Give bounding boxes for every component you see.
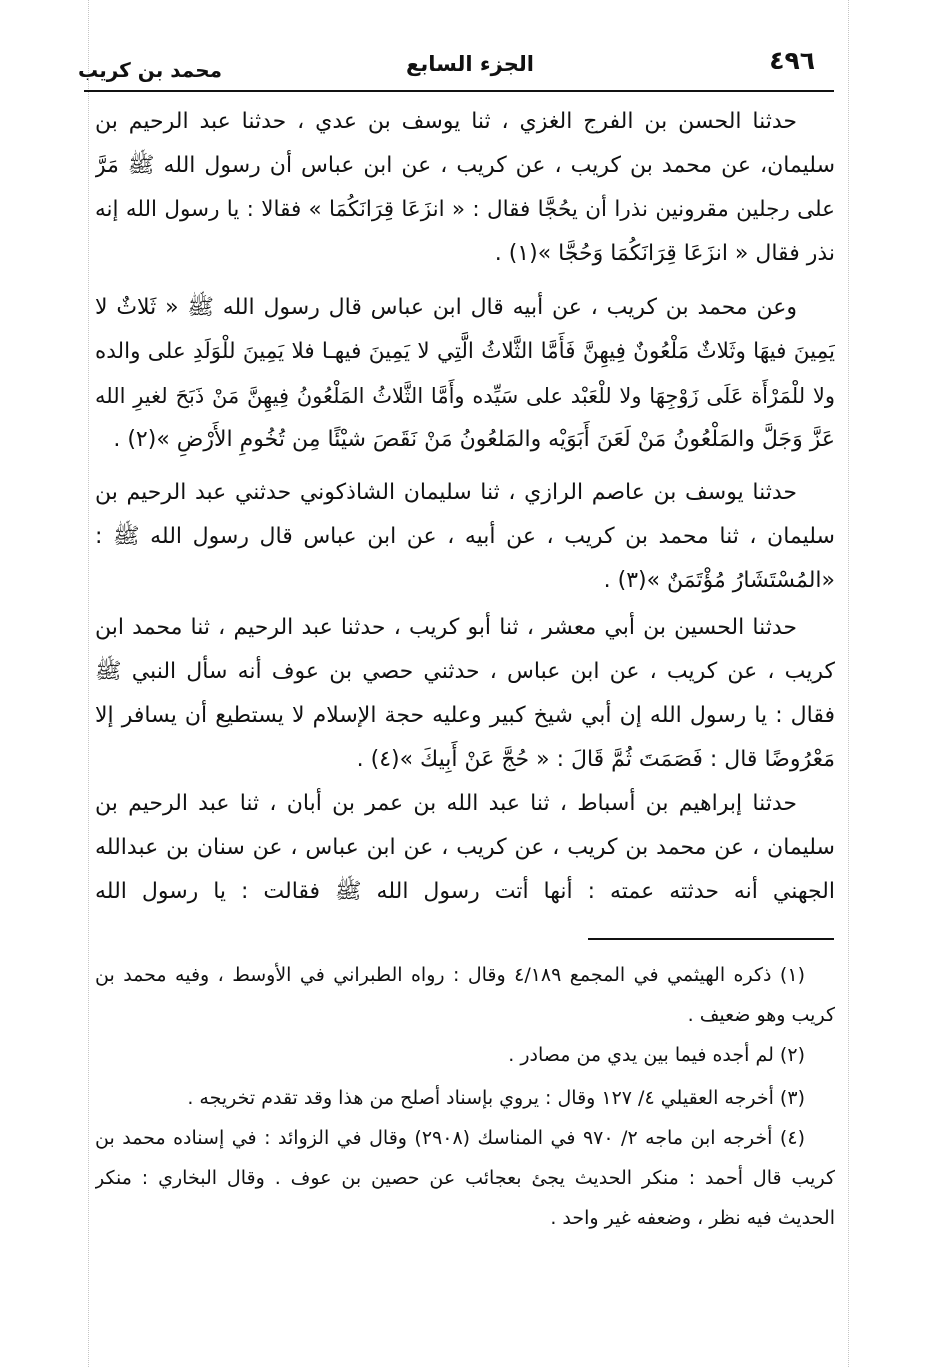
paragraph-line: على رجلين مقرونين نذرا أن يحُجَّا فقال : « انزَعَا قِرَانَكُمَا » فقالا : يا رسول الله إنه — [95, 197, 835, 222]
footnote-line: كريب وهو ضعيف . — [687, 1004, 835, 1026]
hadith-paragraph — [95, 606, 835, 782]
footnote-line: (١) ذكره الهيثمي في المجمع ٤/١٨٩ وقال : رواه الطبراني في الأوسط ، وفيه محمد بن — [95, 964, 805, 986]
running-title: محمد بن كريب — [78, 58, 222, 82]
paragraph-line: فقال : يا رسول الله إن أبي شيخ كبير وعليه حجة الإسلام لا يستطيع أن يسافر إلا — [95, 703, 835, 728]
hadith-paragraph — [95, 471, 835, 603]
footnote-separator — [588, 938, 834, 940]
paragraph-line: ولا للْمَرْأَة عَلَى زَوْجِهَا ولا للْعَبْد على سَيِّده وأَمَّا الثَّلاثُ المَلْعُونُ فِيهِنَّ مَنْ ذَبَحَ لغيرِ الله — [95, 384, 835, 408]
paragraph-line: عَزَّ وَجَلَّ والمَلْعُونُ مَنْ لَعَنَ أَبَوَيْه والمَلعُونُ مَنْ نَقَصَ شيْئًا مِن تُخُومِ الأَرْضِ »(٢) . — [113, 427, 835, 452]
paragraph-line: «المُسْتَشَارُ مُؤْتَمَنٌ »(٣) . — [603, 568, 835, 593]
footnote-line: (٢) لم أجده فيما بين يدي من مصادر . — [508, 1044, 805, 1066]
page-number: ٤٩٦ — [769, 46, 815, 75]
paragraph-line: يَمِينَ فيهَا وثَلاثٌ مَلْعُونٌ فِيهِنَّ فَأَمَّا الثَّلاثُ الَّتِي لا يَمِينَ فيهـا فلا يَمِينَ للْوَلَدِ على والده — [95, 339, 835, 364]
hadith-paragraph — [95, 286, 835, 462]
paragraph-line: سليمان ، ثنا محمد بن كريب ، عن أبيه ، عن ابن عباس قال رسول الله ﷺ : — [95, 524, 835, 549]
paragraph-line: نذر فقال « انزَعَا قِرَانَكُمَا وَحُجَّا »(١) . — [494, 241, 835, 266]
footnote-line: الحديث فيه نظر ، وضعفه غير واحد . — [550, 1207, 835, 1229]
paragraph-line: حدثنا إبراهيم بن أسباط ، ثنا عبد الله بن عمر بن أبان ، ثنا عبد الرحيم بن — [95, 791, 797, 816]
footnote-line: (٣) أخرجه العقيلي ٤/ ١٢٧ وقال : يروي بإسناد أصلح من هذا وقد تقدم تخريجه . — [187, 1087, 805, 1109]
paragraph-line: الجهني أنه حدثته عمته : أنها أتت رسول الله ﷺ فقالت : يا رسول الله — [95, 879, 835, 904]
paragraph-line: وعن محمد بن كريب ، عن أبيه قال ابن عباس قال رسول الله ﷺ « ثَلاثٌ لا — [95, 295, 797, 320]
hadith-paragraph — [95, 782, 835, 914]
paragraph-line: كريب ، عن كريب ، عن ابن عباس ، حدثني حصي بن عوف أنه سأل النبي ﷺ — [95, 659, 835, 684]
scan-margin-line-left — [88, 0, 89, 1367]
paragraph-line: حدثنا الحسن بن الفرج الغزي ، ثنا يوسف بن عدي ، حدثنا عبد الرحيم بن — [95, 109, 797, 134]
footnote — [95, 1078, 835, 1118]
paragraph-line: سليمان، عن محمد بن كريب ، عن كريب ، عن ابن عباس أن رسول الله ﷺ مَرَّ — [95, 153, 835, 178]
hadith-paragraph — [95, 100, 835, 276]
volume-title: الجزء السابع — [406, 52, 534, 76]
paragraph-line: حدثنا يوسف بن عاصم الرازي ، ثنا سليمان الشاذكوني حدثني عبد الرحيم بن — [95, 480, 797, 505]
footnote — [95, 1035, 835, 1075]
footnote-line: (٤) أخرجه ابن ماجه ٢/ ٩٧٠ في المناسك (٢٩٠٨) وقال في الزوائد : في إسناده محمد بن — [95, 1127, 805, 1149]
paragraph-line: حدثنا الحسين بن أبي معشر ، ثنا أبو كريب ، حدثنا عبد الرحيم ، ثنا محمد ابن — [95, 615, 797, 640]
header-rule — [84, 90, 834, 92]
scan-margin-line-right — [848, 0, 849, 1367]
paragraph-line: مَعْرُوضًا قال : فَصَمَتَ ثُمَّ قَالَ : « حُجَّ عَنْ أَبِيكَ »(٤) . — [356, 747, 835, 772]
footnote-line: كريب قال أحمد : منكر الحديث يجئ بعجائب عن حصين بن عوف . وقال البخاري : منكر — [95, 1167, 835, 1189]
footnote — [95, 955, 835, 1035]
paragraph-line: سليمان ، عن محمد بن كريب ، عن كريب ، عن ابن عباس ، عن سنان بن عبدالله — [95, 835, 835, 860]
footnote — [95, 1118, 835, 1238]
